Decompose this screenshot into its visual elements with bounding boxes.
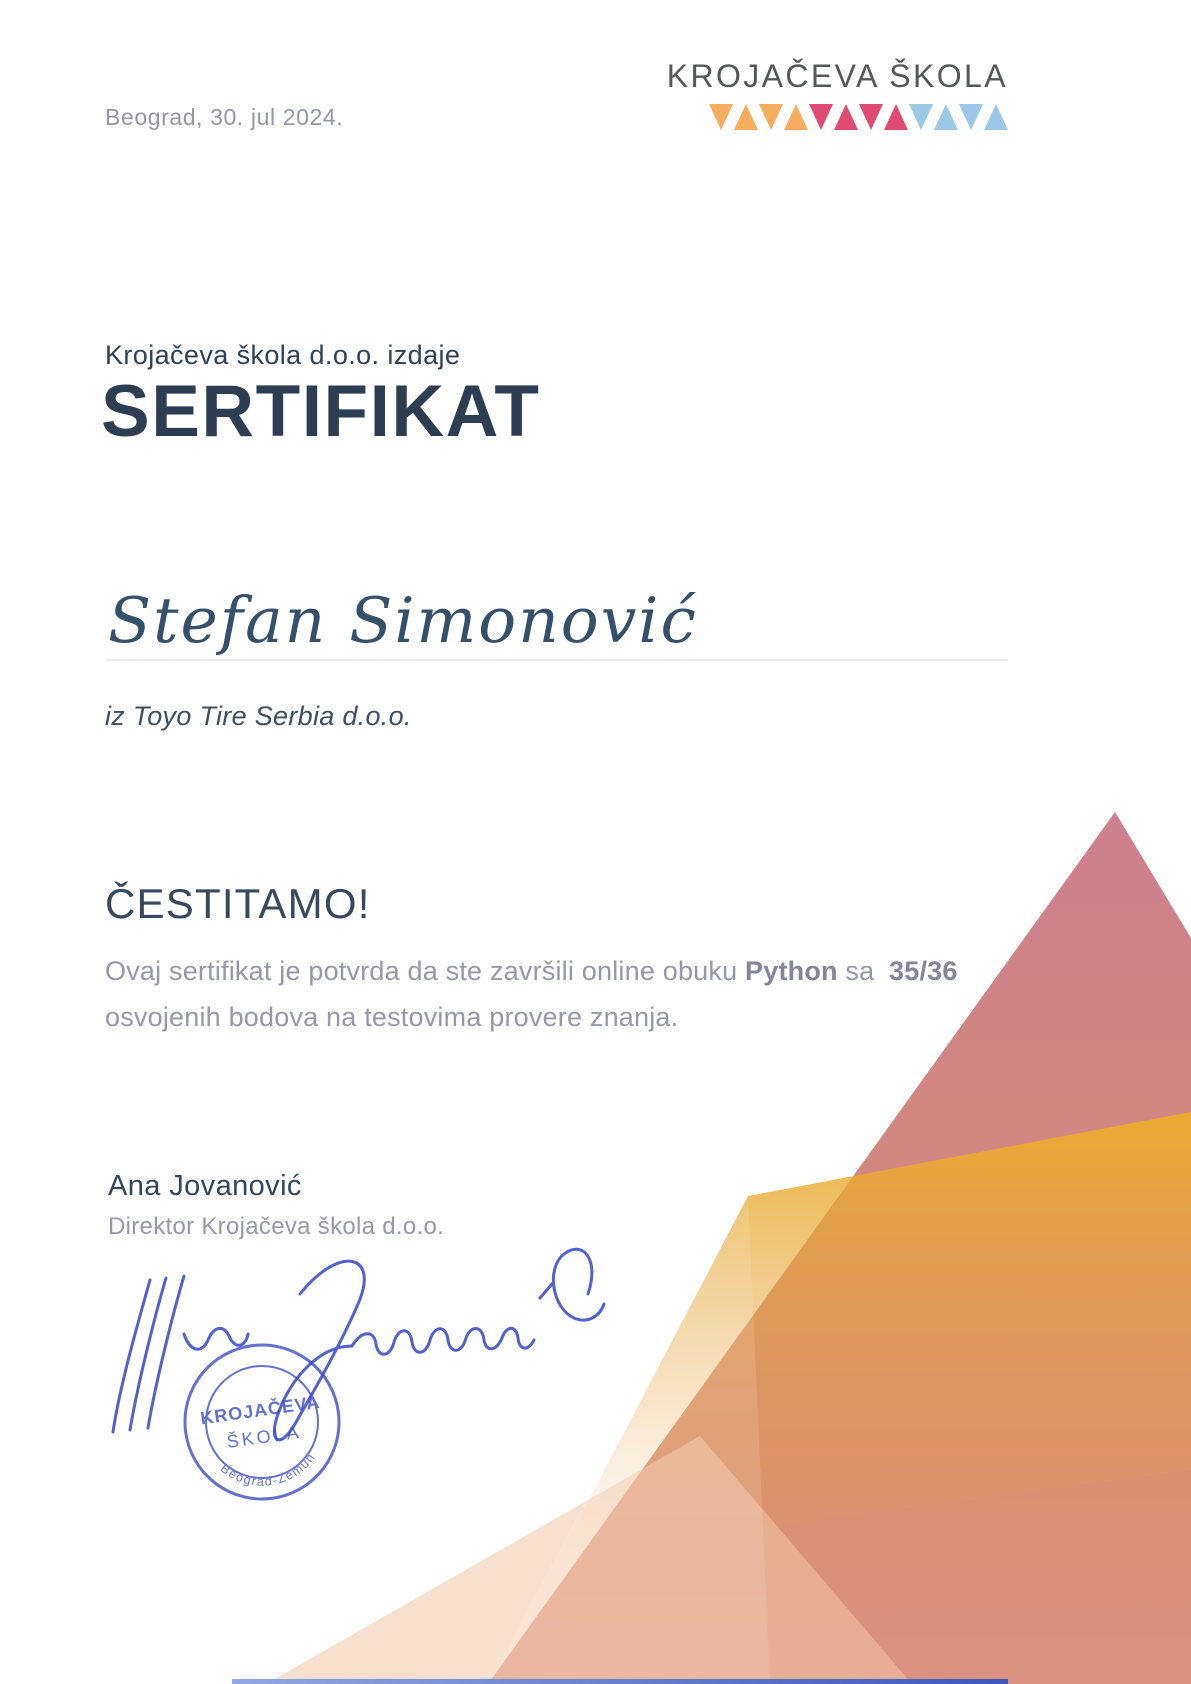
triangle-up-icon — [934, 104, 958, 130]
signatory-name: Ana Jovanović — [108, 1170, 302, 1202]
score-value: 35/36 — [889, 956, 958, 986]
brand-triangle-strip — [667, 104, 1008, 130]
triangle-down-icon — [709, 104, 733, 130]
bottom-accent-bar — [232, 1679, 1008, 1684]
triangle-down-icon — [859, 104, 883, 130]
svg-text:Beograd-Zemun — [216, 1448, 321, 1495]
name-underline — [105, 659, 1008, 661]
triangle-down-icon — [909, 104, 933, 130]
congrats-heading: ČESTITAMO! — [105, 880, 371, 927]
congrats-text-2: sa — [837, 956, 883, 986]
stamp-line1: KROJAČEVA — [199, 1391, 322, 1429]
congrats-body — [105, 948, 1105, 1040]
triangle-up-icon — [784, 104, 808, 130]
congrats-text-1: Ovaj sertifikat je potvrda da ste završili online obuku — [105, 956, 746, 986]
recipient-company: iz Toyo Tire Serbia d.o.o. — [105, 701, 412, 731]
triangle-up-icon — [834, 104, 858, 130]
date-text: Beograd, 30. jul 2024. — [105, 104, 344, 130]
triangle-up-icon — [734, 104, 758, 130]
triangle-up-icon — [884, 104, 908, 130]
stamp-arc-text: Beograd-Zemun — [217, 1449, 319, 1489]
stamp-line2: ŠKOLA — [225, 1421, 303, 1452]
signature-and-stamp — [88, 1232, 628, 1562]
congrats-text-3: osvojenih bodova na testovima provere znanja. — [105, 1002, 679, 1032]
brand-logo — [667, 58, 1008, 130]
signatory-role: Direktor Krojačeva škola d.o.o. — [108, 1213, 445, 1240]
brand-name: KROJAČEVA ŠKOLA — [666, 58, 1008, 94]
triangle-down-icon — [809, 104, 833, 130]
triangle-down-icon — [959, 104, 983, 130]
issuer-line: Krojačeva škola d.o.o. izdaje — [105, 340, 461, 370]
course-name: Python — [745, 956, 838, 986]
certificate-title: SERTIFIKAT — [101, 371, 541, 452]
triangle-down-icon — [759, 104, 783, 130]
circle-stamp — [175, 1335, 349, 1509]
triangle-up-icon — [984, 104, 1008, 130]
recipient-name: Stefan Simonović — [108, 584, 698, 657]
